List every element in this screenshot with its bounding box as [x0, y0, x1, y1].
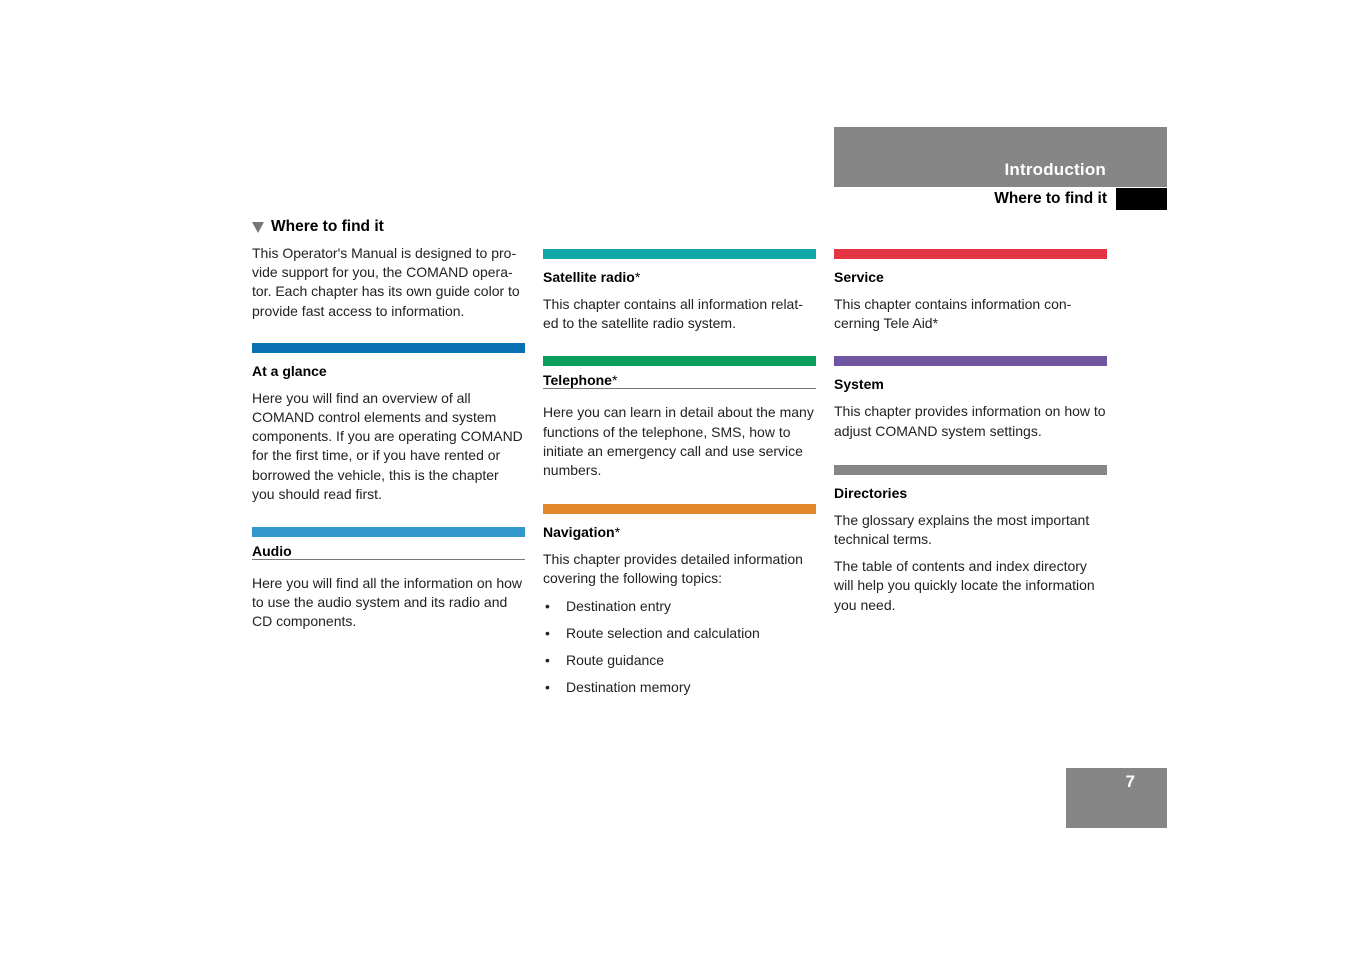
telephone-color-bar [543, 356, 816, 366]
page-title-text: Where to find it [271, 218, 384, 235]
triangle-down-icon [252, 222, 264, 233]
list-item: • Destination memory [545, 679, 691, 696]
section-satellite-radio [543, 249, 816, 333]
at-a-glance-color-bar [252, 343, 525, 353]
section-audio [252, 527, 525, 632]
directories-title: Directories [834, 484, 908, 501]
chapter-header-block [834, 127, 1167, 187]
service-title: Service [834, 269, 884, 285]
audio-color-bar [252, 527, 525, 537]
audio-title: Audio [252, 544, 525, 560]
satellite-radio-title: Satellite radio* [543, 269, 641, 285]
at-a-glance-text: Here you will find an overview of all COMAND control elements and system components. If you are operating COMAND for the first time, or if you have rented or borrowed the vehicle, this is the chapter you should read first. [252, 389, 523, 502]
page-number-block [1066, 768, 1167, 828]
satellite-radio-color-bar [543, 249, 816, 259]
list-item: • Route guidance [545, 652, 665, 669]
telephone-text: Here you can learn in detail about the many functions of the telephone, SMS, how to initiate an emergency call and use service numbers. [543, 404, 814, 479]
system-color-bar [834, 356, 1107, 366]
intro-text: This Operator's Manual is designed to pro-vide support for you, the COMAND opera-tor. Each chapter has its own guide color to provide fast access to information. [252, 245, 520, 319]
directories-text-2: The table of contents and index directory will help you quickly locate the information you need. [834, 558, 1095, 613]
service-color-bar [834, 249, 1107, 259]
at-a-glance-title: At a glance [252, 362, 327, 379]
service-text: This chapter contains information con-cerning Tele Aid* [834, 296, 1072, 332]
telephone-title: Telephone* [543, 373, 816, 389]
section-telephone [543, 356, 816, 480]
satellite-radio-text: This chapter contains all information relat-ed to the satellite radio system. [543, 296, 803, 332]
navigation-topic-list [543, 597, 816, 698]
system-text: This chapter provides information on how to adjust COMAND system settings. [834, 403, 1106, 439]
column-2 [543, 249, 816, 705]
section-navigation [543, 504, 816, 697]
section-service [834, 249, 1107, 333]
system-title: System [834, 376, 884, 393]
navigation-text: This chapter provides detailed information covering the following topics: [543, 551, 803, 587]
column-3 [834, 249, 1107, 615]
section-system [834, 356, 1107, 440]
list-item: • Destination entry [545, 597, 672, 614]
section-header: Where to find it [994, 190, 1107, 207]
section-header-marker [1116, 188, 1167, 210]
column-1 [252, 218, 525, 632]
page-number: 7 [1125, 772, 1135, 791]
section-directories [834, 465, 1107, 615]
directories-color-bar [834, 465, 1107, 475]
navigation-color-bar [543, 504, 816, 514]
list-item: • Route selection and calculation [545, 624, 760, 641]
chapter-title: Introduction [1004, 160, 1106, 179]
directories-text-1: The glossary explains the most important technical terms. [834, 511, 1090, 548]
section-at-a-glance [252, 343, 525, 504]
navigation-title: Navigation* [543, 524, 621, 541]
page-title [252, 218, 525, 236]
audio-text: Here you will find all the information on how to use the audio system and its radio and CD components. [252, 575, 523, 630]
